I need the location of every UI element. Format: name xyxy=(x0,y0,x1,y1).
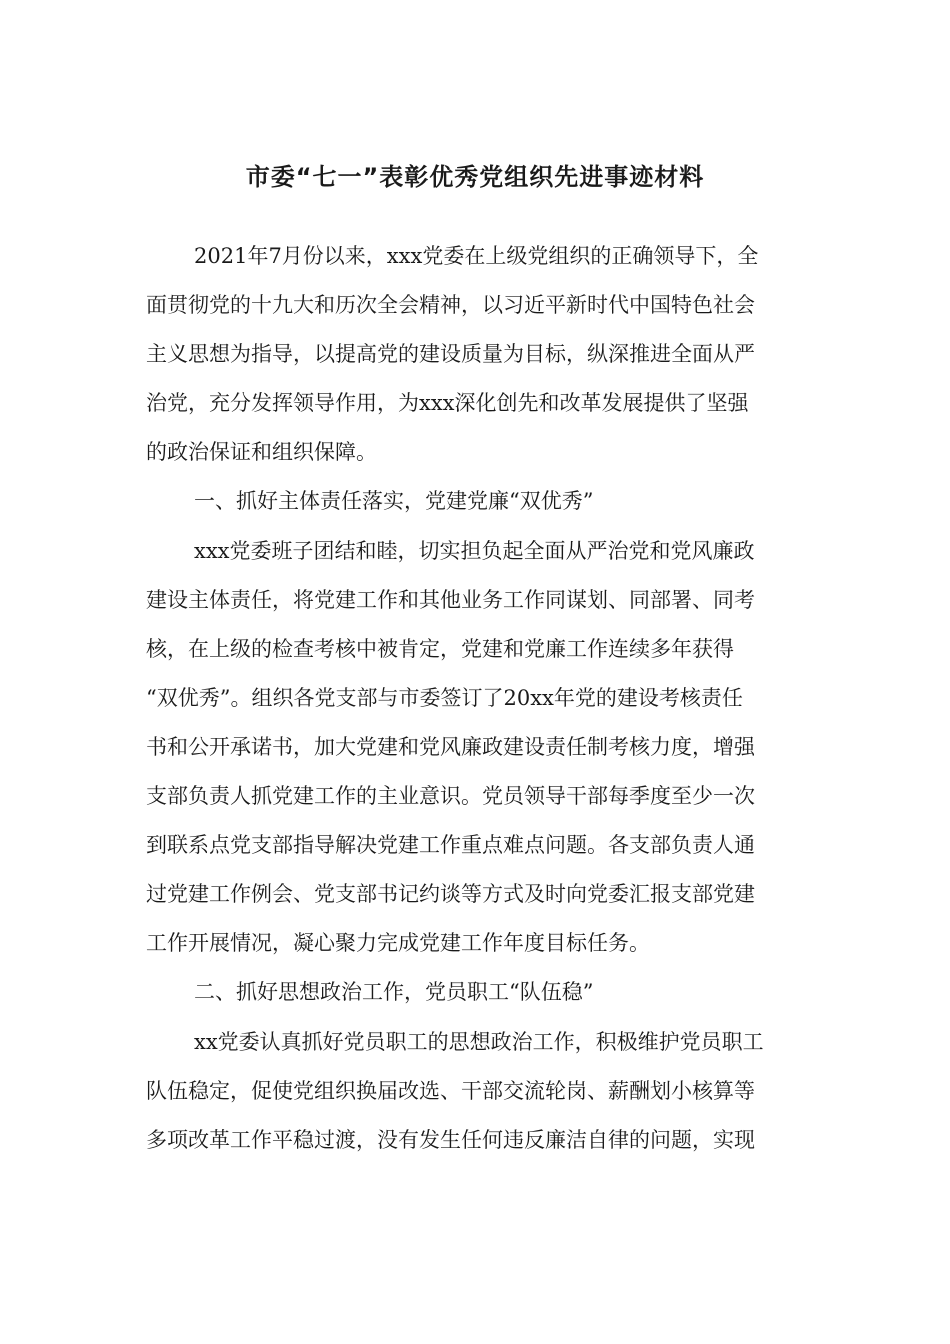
text-line: “双优秀”。组织各党支部与市委签订了20xx年党的建设考核责任 xyxy=(146,685,743,710)
text-line: 建设主体责任，将党建工作和其他业务工作同谋划、同部署、同考 xyxy=(146,587,755,612)
text-line: 队伍稳定，促使党组织换届改选、干部交流轮岗、薪酬划小核算等 xyxy=(146,1078,755,1103)
text-line: 治党，充分发挥领导作用，为xxx深化创先和改革发展提供了坚强 xyxy=(146,391,749,416)
text-line: 多项改革工作平稳过渡，没有发生任何违反廉洁自律的问题，实现 xyxy=(146,1127,755,1152)
text-line: 工作开展情况，凝心聚力完成党建工作年度目标任务。 xyxy=(146,931,650,956)
text-line: 2021年7月份以来，xxx党委在上级党组织的正确领导下，全 xyxy=(194,244,759,268)
text-line: 二、抓好思想政治工作，党员职工“队伍稳” xyxy=(194,980,594,1005)
text-line: 过党建工作例会、党支部书记约谈等方式及时向党委汇报支部党建 xyxy=(146,882,755,907)
text-line: xxx党委班子团结和睦，切实担负起全面从严治党和党风廉政 xyxy=(194,538,755,563)
text-line: 核，在上级的检查考核中被肯定，党建和党廉工作连续多年获得 xyxy=(146,636,734,661)
text-line: 一、抓好主体责任落实，党建党廉“双优秀” xyxy=(194,489,594,514)
document-body xyxy=(146,232,806,1165)
document-title: 市委“七一”表彰优秀党组织先进事迹材料 xyxy=(245,163,705,191)
text-line: 主义思想为指导，以提高党的建设质量为目标，纵深推进全面从严 xyxy=(146,342,755,367)
text-line: 支部负责人抓党建工作的主业意识。党员领导干部每季度至少一次 xyxy=(146,784,755,809)
text-line: 到联系点党支部指导解决党建工作重点难点问题。各支部负责人通 xyxy=(146,833,755,858)
text-line: 的政治保证和组织保障。 xyxy=(146,440,377,465)
text-line: xx党委认真抓好党员职工的思想政治工作，积极维护党员职工 xyxy=(194,1029,764,1054)
text-line: 面贯彻党的十九大和历次全会精神，以习近平新时代中国特色社会 xyxy=(146,293,755,318)
text-line: 书和公开承诺书，加大党建和党风廉政建设责任制考核力度，增强 xyxy=(146,734,755,759)
